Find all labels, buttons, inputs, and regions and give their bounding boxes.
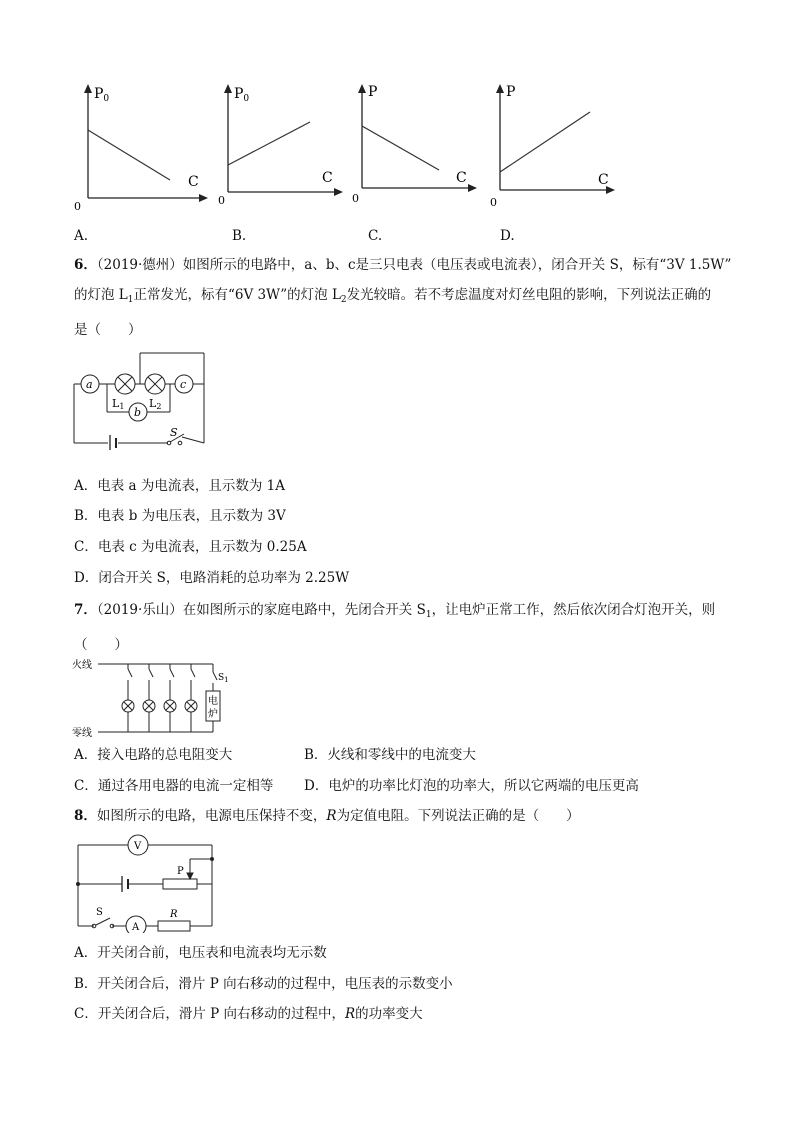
q6-option-a: A．电表 a 为电流表，且示数为 1A [74, 478, 286, 494]
q7-line1: （2019·乐山）在如图所示的家庭电路中，先闭合开关 S [96, 602, 426, 618]
q8-stem [74, 806, 580, 826]
graph-d [472, 80, 622, 220]
q7-number: 7． [74, 602, 97, 618]
q6-option-b: B．电表 b 为电压表，且示数为 3V [74, 508, 286, 524]
q8-switch-label: S [96, 907, 103, 918]
q8-option-b: B．开关闭合后，滑片 P 向右移动的过程中，电压表的示数变小 [74, 976, 453, 992]
graph-a-ylabel: $P_0$ [94, 86, 110, 104]
q6-lamp-l1: L1 [112, 397, 125, 411]
q7-line2: （ ） [74, 637, 128, 653]
graph-b-xlabel: C [322, 170, 333, 186]
graph-d-origin: 0 [490, 196, 497, 209]
q7-neutral-wire-label: 零线 [72, 728, 92, 739]
graph-c-origin: 0 [352, 192, 359, 205]
q8-number: 8． [74, 808, 97, 824]
q7-circuit-diagram [72, 655, 232, 740]
q8-line1b: 为定值电阻。下列说法正确的是（ ） [336, 808, 580, 824]
q6-number: 6． [74, 257, 97, 273]
graph-a [60, 80, 210, 220]
graph-c-option: C. [368, 228, 383, 244]
q6-switch-label: S [170, 426, 178, 439]
q7-heater-label-2: 炉 [208, 709, 218, 720]
graph-d-xlabel: C [598, 172, 609, 188]
q8-option-c-text: C．开关闭合后，滑片 P 向右移动的过程中， [74, 1006, 345, 1022]
q6-line2c: 发光较暗。若不考虑温度对灯丝电阻的影响，下列说法正确的 [346, 287, 712, 303]
q6-line1: （2019·德州）如图所示的电路中，a、b、c是三只电表（电压表或电流表），闭合开关 S，标有“3V 1.5W” [96, 257, 732, 273]
graph-a-xlabel: C [188, 174, 199, 190]
q6-line2a: 的灯泡 L [74, 287, 128, 303]
graph-d-ylabel: P [506, 84, 516, 100]
q7-stem [74, 595, 764, 660]
q8-voltmeter: V [134, 841, 142, 852]
q6-option-c: C．电表 c 为电流表，且示数为 0.25A [74, 539, 307, 555]
q8-line1a: 如图所示的电路，电源电压保持不变， [96, 808, 327, 824]
q7-heater-label-1: 电 [208, 696, 218, 707]
q8-option-a: A．开关闭合前，电压表和电流表均无示数 [74, 945, 327, 961]
q6-sub2: 2 [340, 295, 347, 305]
q8-option-c [74, 1004, 423, 1024]
q7-fire-wire-label: 火线 [72, 660, 92, 671]
q8-circuit-diagram [70, 833, 220, 933]
q8-ammeter: A [132, 922, 140, 933]
q6-line3: 是（ ） [74, 322, 142, 338]
q6-sub1: 1 [127, 295, 134, 305]
q7-option-d: D．电炉的功率比灯泡的功率大，所以它两端的电压更高 [304, 778, 639, 794]
q6-meter-c: c [180, 378, 187, 391]
q7-option-c: C．通过各用电器的电流一定相等 [74, 778, 274, 794]
graph-d-option: D. [500, 228, 515, 244]
q6-meter-b: b [134, 406, 142, 419]
graph-c-ylabel: P [368, 84, 378, 100]
graph-a-option: A. [74, 228, 89, 244]
q6-line2b: 正常发光，标有“6V 3W”的灯泡 L [133, 287, 341, 303]
q6-stem [74, 250, 764, 345]
graph-b-origin: 0 [218, 194, 225, 207]
q7-s1-label: $S_1$ [218, 673, 229, 684]
graph-b-ylabel: $P_0$ [234, 86, 250, 104]
q7-sub1: 1 [425, 610, 432, 620]
graph-c-xlabel: C [456, 170, 467, 186]
q8-slider-p: P [177, 866, 184, 877]
q6-circuit-diagram [68, 345, 213, 450]
q6-lamp-l2: L2 [149, 397, 162, 411]
q8-option-c-tail: 的功率变大 [355, 1006, 423, 1022]
q6-meter-a: a [86, 378, 93, 391]
graph-c [334, 80, 484, 220]
q7-option-a: A．接入电路的总电阻变大 [74, 747, 233, 763]
q7-option-b: B．火线和零线中的电流变大 [304, 747, 476, 763]
graph-a-origin: 0 [74, 200, 81, 213]
q7-line1b: ，让电炉正常工作，然后依次闭合灯泡开关，则 [431, 602, 716, 618]
q8-r-symbol: R [326, 808, 337, 824]
q8-resistor-label: R [170, 909, 178, 920]
graph-b [200, 80, 350, 220]
q8-option-c-r: R [345, 1006, 356, 1022]
graph-b-option: B. [232, 228, 247, 244]
q6-option-d: D．闭合开关 S，电路消耗的总功率为 2.25W [74, 570, 350, 586]
